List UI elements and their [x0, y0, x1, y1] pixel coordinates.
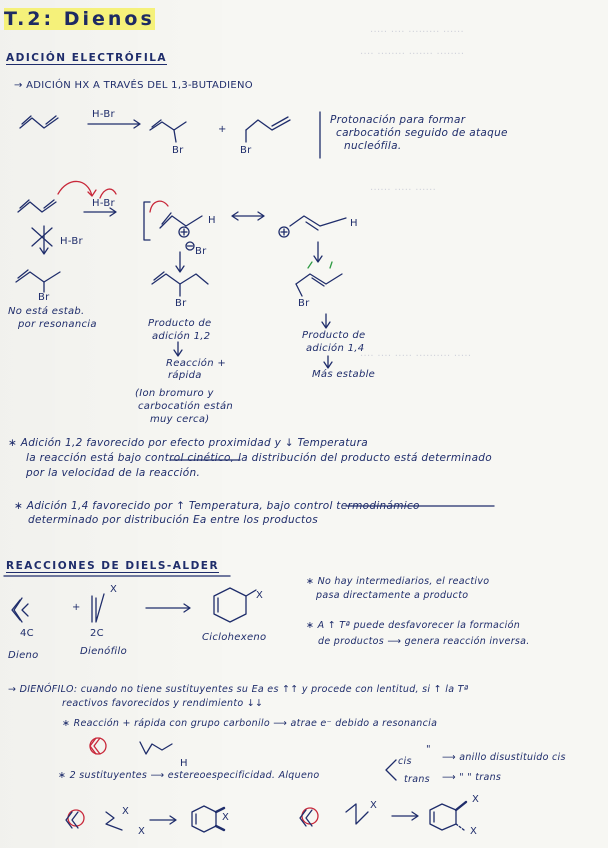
ghost-text: ..... .... ......... ......: [370, 24, 464, 35]
substituent-x: X: [110, 584, 118, 595]
ditto-mark: ": [426, 744, 431, 755]
bromine-label: Br: [240, 145, 252, 156]
dienophile-skeleton: [92, 594, 104, 622]
bromide-anion-label: Br: [195, 246, 207, 257]
plus-sign: +: [218, 124, 227, 135]
label-cyclohexene: Ciclohexeno: [202, 632, 267, 643]
carbonyl-note: ∗ Reacción + rápida con grupo carbonilo ⟶ atrae e⁻ debido a resonancia: [62, 718, 438, 729]
bracket-left: [144, 202, 150, 240]
down-arrow: [314, 242, 322, 262]
cyclohexene-ring: [214, 588, 246, 622]
down-arrow: [324, 356, 332, 368]
substituent-bond: [246, 590, 256, 596]
more-stable-label: Más estable: [312, 369, 376, 380]
product-12-label: adición 1,2: [152, 331, 211, 342]
faster-reaction-label: Reacción +: [166, 358, 227, 369]
label-dienophile: Dienófilo: [80, 646, 127, 657]
dashed-bond: [456, 824, 464, 830]
ghost-text: .... .... ..... .......... .....: [360, 348, 472, 359]
label-diene: Dieno: [8, 650, 39, 661]
ion-proximity-note: carbocatión están: [138, 401, 234, 412]
diels-alder-note: ∗ A ↑ Tª puede desfavorecer la formación: [306, 620, 521, 631]
two-substituents-note: ∗ 2 sustituyentes ⟶ estereoespecificidad. Alqueno: [58, 770, 320, 781]
hydrogen-label: H: [180, 758, 188, 769]
protonation-note: Protonación para formar: [330, 114, 466, 126]
reaction-arrow: [392, 812, 418, 820]
reaction-arrow: [84, 208, 116, 216]
dienophile-note: reactivos favorecidos y rendimiento ↓↓: [62, 698, 264, 709]
substituent-x: X: [472, 794, 480, 805]
dienophile-skeleton: [346, 804, 368, 824]
bromine-label: Br: [298, 298, 310, 309]
bond-to-br: [174, 130, 176, 142]
green-mark: [308, 262, 312, 268]
label-2c: 2C: [90, 628, 104, 639]
hydrogen-label: H: [350, 218, 358, 229]
reagent-hbr: H-Br: [92, 198, 115, 209]
down-arrow: [176, 252, 184, 272]
reaction-arrow: [146, 604, 190, 612]
diels-alder-note: de productos ⟶ genera reacción inversa.: [318, 636, 530, 647]
bromine-label: Br: [38, 292, 50, 303]
substituent-x: X: [222, 812, 230, 823]
not-stabilized-note: No está estab.: [8, 306, 85, 317]
bond-to-br: [296, 284, 302, 296]
subheading-hx-addition: → ADICIÓN HX A TRAVÉS DEL 1,3-BUTADIENO: [14, 80, 253, 91]
substituent-x: X: [256, 590, 264, 601]
resonance-arrow: [232, 212, 264, 220]
ghost-text: .... ........ ....... ........: [360, 46, 465, 57]
product-skeleton: [246, 120, 290, 130]
bromine-label: Br: [175, 298, 187, 309]
faster-reaction-label: rápida: [168, 370, 202, 381]
trans-ring-note: ⟶ " " trans: [442, 772, 502, 783]
wedge-bond: [456, 802, 466, 810]
substituent-x: X: [370, 800, 378, 811]
ghost-text: ...... ..... ......: [370, 182, 437, 193]
trans-label: trans: [404, 774, 430, 785]
electron-flow-arrow: [100, 189, 116, 198]
bromine-label: Br: [172, 145, 184, 156]
cis-label: cis: [398, 756, 412, 767]
electron-circle: [68, 810, 84, 826]
cation-skeleton: [290, 216, 346, 226]
protonation-note: carbocatión seguido de ataque: [336, 127, 508, 139]
electron-flow-arrow: [150, 201, 168, 212]
electron-circle: [302, 808, 318, 824]
carbonyl-dienophile: [140, 742, 172, 754]
diels-alder-note: pasa directamente a producto: [316, 590, 469, 601]
wedge-bonds: [216, 808, 224, 830]
substituent-x: X: [122, 806, 130, 817]
section-heading-electrophilic: ADICIÓN ELECTRÓFILA: [6, 52, 168, 64]
down-arrow: [40, 226, 48, 254]
note-addition-12: ∗ Adición 1,2 favorecido por efecto proximidad y ↓ Temperatura: [8, 437, 368, 449]
product-skeleton: [150, 122, 186, 130]
plus-sign: +: [72, 602, 81, 613]
blocked-pathway-cross: [32, 228, 52, 246]
substituent-x: X: [138, 826, 146, 837]
dienophile-note: → DIENÓFILO: cuando no tiene sustituyentes su Ea es ↑↑ y procede con lentitud, si ↑ la Tª: [8, 684, 469, 695]
note-addition-14: determinado por distribución Ea entre los productos: [28, 514, 318, 526]
down-arrow: [322, 314, 330, 328]
plus-mark: [181, 229, 187, 235]
protonation-note: nucleófila.: [344, 140, 402, 152]
cis-ring-note: ⟶ anillo disustituido cis: [442, 752, 566, 763]
diene-double-bonds: [14, 598, 28, 622]
electron-flow-arrow: [58, 181, 96, 196]
plus-mark: [281, 229, 287, 235]
section-heading-diels-alder: REACCIONES DE DIELS-ALDER: [6, 560, 220, 572]
reaction-arrow: [88, 120, 140, 128]
note-addition-12: la reacción está bajo control cinético, la distribución del producto está determinado: [26, 452, 492, 464]
note-addition-12: por la velocidad de la reacción.: [26, 467, 201, 479]
product-14-label: Producto de: [302, 330, 366, 341]
label-4c: 4C: [20, 628, 34, 639]
reagent-hbr: H-Br: [92, 109, 115, 120]
product-12-label: Producto de: [148, 318, 212, 329]
ion-proximity-note: muy cerca): [150, 414, 210, 425]
branch-bracket: [386, 760, 396, 780]
reagent-hbr: H-Br: [60, 236, 83, 247]
not-stabilized-note: por resonancia: [18, 319, 97, 330]
dienophile-skeleton: [106, 812, 122, 830]
ion-proximity-note: (Ion bromuro y: [135, 388, 214, 399]
substituent-x: X: [470, 826, 478, 837]
product-14-label: adición 1,4: [306, 343, 365, 354]
note-addition-14: ∗ Adición 1,4 favorecido por ↑ Temperatura, bajo control termodinámico: [14, 500, 420, 512]
page-title: T.2: Dienos: [4, 8, 155, 30]
down-arrow: [174, 342, 182, 356]
reaction-arrow: [150, 816, 176, 824]
green-mark: [330, 262, 332, 268]
hydrogen-label: H: [208, 215, 216, 226]
double-bond: [272, 117, 288, 126]
diels-alder-note: ∗ No hay intermediarios, el reactivo: [306, 576, 490, 587]
